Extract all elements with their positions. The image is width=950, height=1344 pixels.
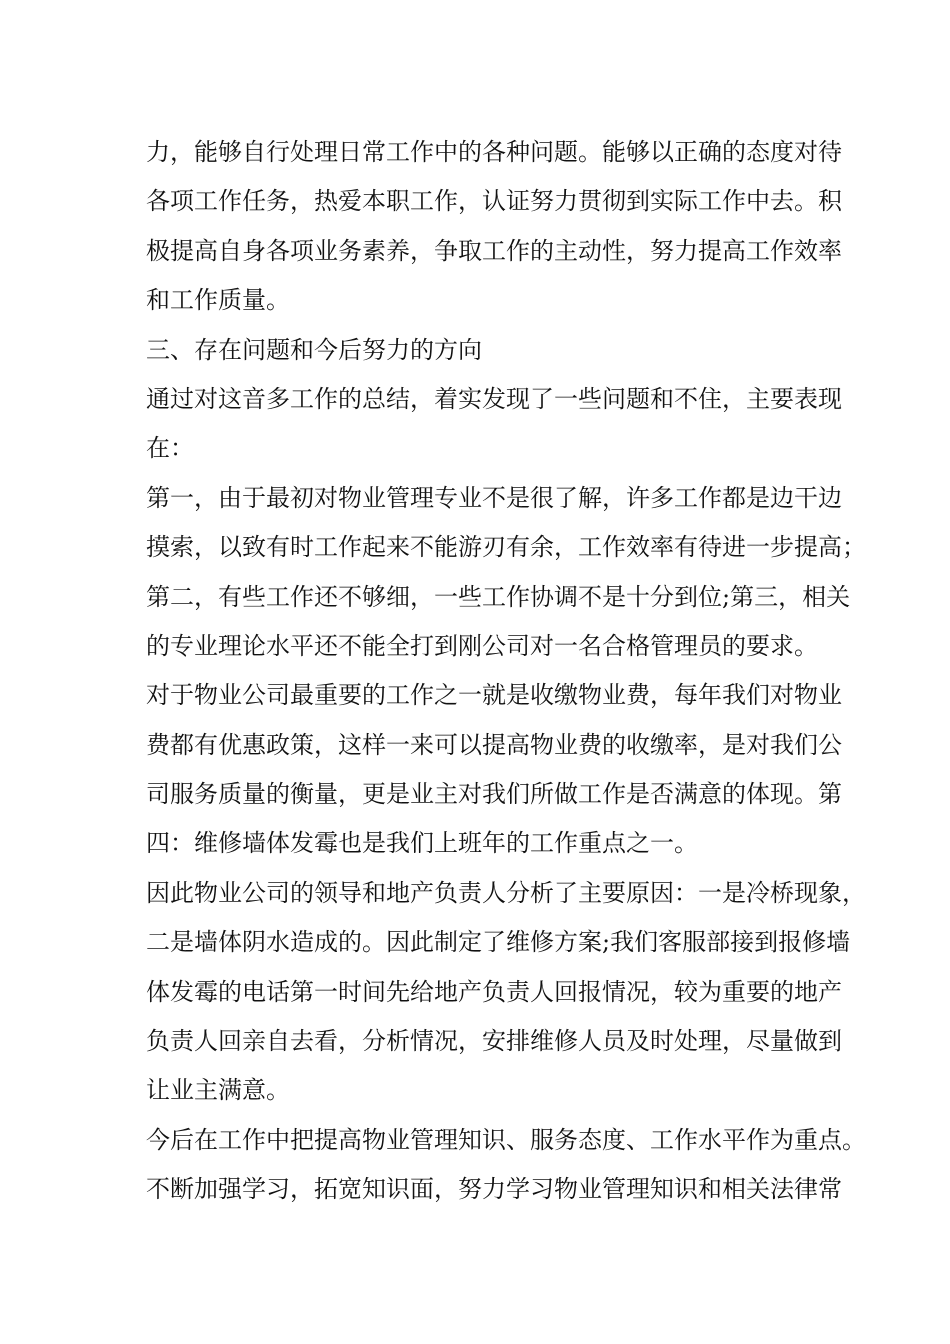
text-line: 摸索，以致有时工作起来不能游刃有余，工作效率有待进一步提高； [146,533,866,562]
text-line: 极提高自身各项业务素养，争取工作的主动性，努力提高工作效率 [146,236,842,265]
text-line: 在： [146,434,194,463]
document-body [146,128,866,1215]
text-line: 力，能够自行处理日常工作中的各种问题。能够以正确的态度对待 [146,138,842,166]
text-line: 四：维修墙体发霉也是我们上班年的工作重点之一。 [146,829,698,858]
text-line: 体发霉的电话第一时间先给地产负责人回报情况，较为重要的地产 [146,977,842,1006]
text-line: 二是墙体阴水造成的。因此制定了维修方案;我们客服部接到报修墙 [146,928,851,957]
text-line: 今后在工作中把提高物业管理知识、服务态度、工作水平作为重点。 [146,1125,866,1154]
text-line: 第一，由于最初对物业管理专业不是很了解，许多工作都是边干边 [146,483,842,512]
text-line: 的专业理论水平还不能全打到刚公司对一名合格管理员的要求。 [146,631,818,660]
text-line: 负责人回亲自去看，分析情况，安排维修人员及时处理，尽量做到 [146,1027,842,1056]
text-line: 费都有优惠政策，这样一来可以提高物业费的收缴率，是对我们公 [146,730,842,759]
text-line: 各项工作任务，热爱本职工作，认证努力贯彻到实际工作中去。积 [146,187,842,216]
text-line: 和工作质量。 [146,286,290,315]
text-line: 通过对这音多工作的总结，着实发现了一些问题和不住，主要表现 [146,384,842,413]
text-line: 第二，有些工作还不够细，一些工作协调不是十分到位;第三，相关 [146,582,851,611]
text-line: 不断加强学习，拓宽知识面，努力学习物业管理知识和相关法律常 [146,1175,842,1204]
text-line: 因此物业公司的领导和地产负责人分析了主要原因：一是冷桥现象， [146,878,866,907]
section-heading: 三、存在问题和今后努力的方向 [146,335,482,364]
text-line: 对于物业公司最重要的工作之一就是收缴物业费，每年我们对物业 [146,681,842,710]
text-line: 让业主满意。 [146,1076,290,1105]
text-line: 司服务质量的衡量，更是业主对我们所做工作是否满意的体现。第 [146,780,842,809]
